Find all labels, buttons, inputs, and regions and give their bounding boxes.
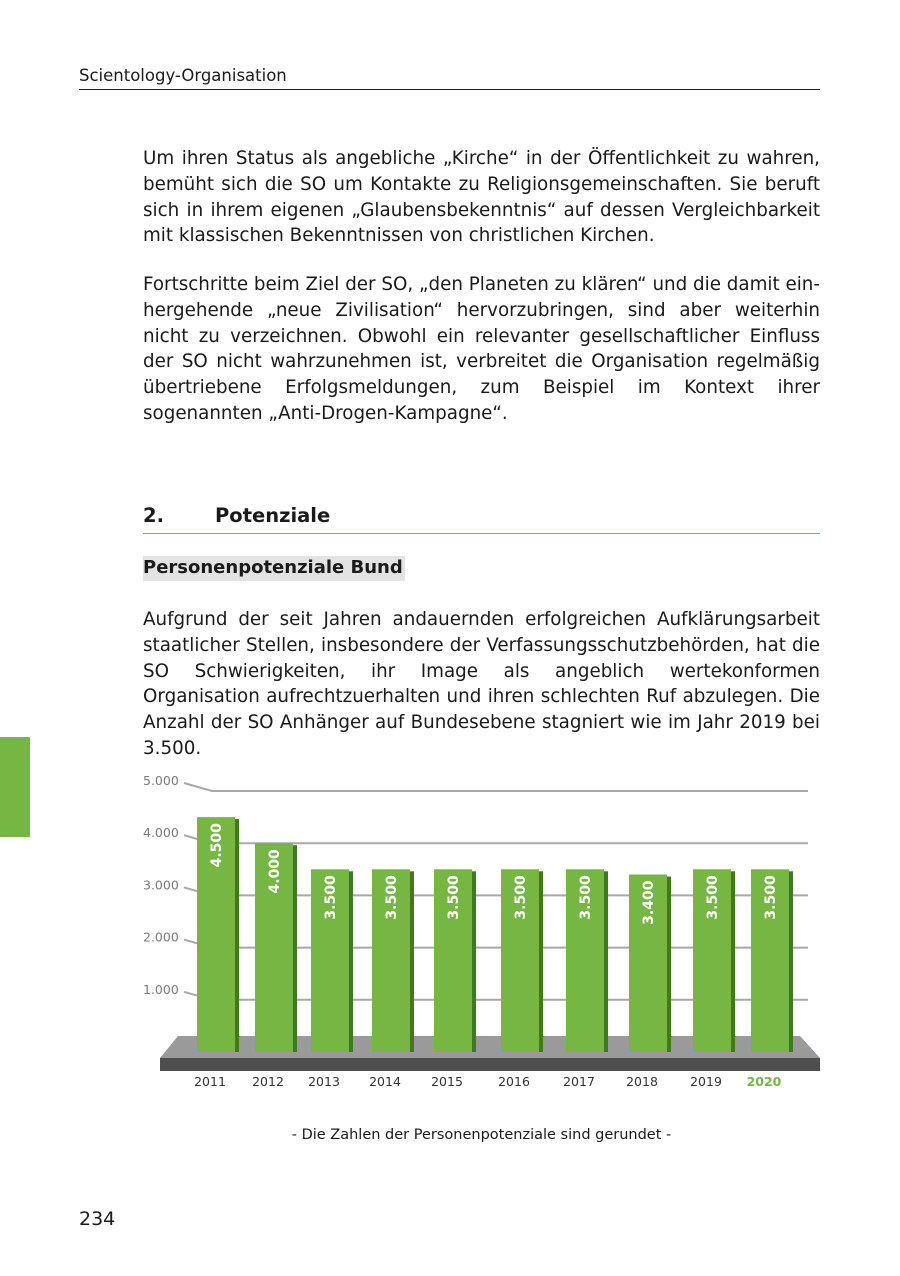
paragraph-progress: Fortschritte beim Ziel der SO, „den Planeten zu klären“ und die damit einhergehende „neue Zivilisation“ hervorzubringen, sind aber weiterhin nicht zu verzeichnen. Obwohl ein relevanter gesellschaftlicher Einfluss der SO nicht wahrzunehmen ist, verbreitet die Organisation regelmäßig übertriebene Erfolgsmeldungen, zum Beispiel im Kontext ihrer sogenannten „Anti-Drogen-Kampagne“. — [143, 274, 820, 424]
bar-value-label-2014: 3.500 — [384, 875, 400, 920]
chart-note: - Die Zahlen der Personenpotenziale sind gerundet - — [291, 1127, 672, 1143]
x-tick-label-2012: 2012 — [252, 1074, 284, 1089]
paragraph-potential: Aufgrund der seit Jahren andauernden erfolgreichen Aufklärungsarbeit staatlicher Stellen, insbesondere der Verfassungsschutzbehörden, hat die SO Schwierigkeiten, ihr Image als angeblich wertekonformen Organisation aufrechtzuerhalten und ihren schlechten Ruf abzulegen. Die Anzahl der SO Anhänger auf Bundesebene stagniert wie im Jahr 2019 bei 3.500. — [143, 609, 820, 759]
bar-side-2011 — [235, 819, 239, 1052]
bar-value-label-2012: 4.000 — [267, 849, 283, 894]
paragraph-church-status: Um ihren Status als angebliche „Kirche“ in der Öffentlichkeit zu wahren, bemüht sich die SO um Kontakte zu Religionsgemeinschaften. Sie beruft sich in ihrem eigenen „Glaubensbekenntnis“ auf dessen Vergleichbarkeit mit klassischen Bekenntnissen von christlichen Kirchen. — [143, 148, 820, 247]
y-tick-label: 5.000 — [143, 773, 179, 788]
bar-side-2019 — [731, 871, 735, 1052]
bar-value-label-2013: 3.500 — [323, 875, 339, 920]
bar-side-2013 — [349, 871, 353, 1052]
page-number: 234 — [79, 1208, 116, 1230]
subsection-heading: Personenpotenziale Bund — [143, 556, 405, 581]
bar-value-label-2011: 4.500 — [209, 823, 225, 868]
section-title: Potenziale — [215, 504, 331, 527]
x-tick-label-2016: 2016 — [498, 1074, 530, 1089]
bar-value-label-2015: 3.500 — [446, 875, 462, 920]
gridline-4000 — [184, 835, 808, 843]
bar-value-label-2019: 3.500 — [705, 875, 721, 920]
bar-value-label-2017: 3.500 — [578, 875, 594, 920]
running-header-title: Scientology-Organisation — [79, 66, 287, 85]
x-tick-label-2015: 2015 — [431, 1074, 463, 1089]
y-tick-label: 4.000 — [143, 825, 179, 841]
bar-side-2016 — [539, 871, 543, 1052]
gridline-5000 — [184, 783, 808, 791]
chart-base-front — [160, 1058, 820, 1071]
x-tick-label-2020: 2020 — [746, 1074, 782, 1089]
bar-value-label-2020: 3.500 — [763, 875, 779, 920]
y-tick-label: 1.000 — [143, 981, 179, 997]
x-tick-label-2018: 2018 — [626, 1074, 658, 1089]
bar-value-label-2018: 3.400 — [641, 880, 657, 925]
bar-side-2015 — [472, 871, 476, 1052]
bar-side-2017 — [604, 871, 608, 1052]
bar-side-2012 — [293, 845, 297, 1052]
x-tick-label-2011: 2011 — [194, 1074, 226, 1089]
bar-side-2018 — [667, 877, 671, 1052]
bar-value-label-2016: 3.500 — [513, 875, 529, 920]
x-tick-label-2013: 2013 — [308, 1074, 340, 1089]
bar-side-2020 — [789, 871, 793, 1052]
y-tick-label: 2.000 — [143, 929, 179, 945]
y-tick-label: 3.000 — [143, 877, 179, 893]
x-tick-label-2014: 2014 — [369, 1074, 401, 1089]
bar-side-2014 — [410, 871, 414, 1052]
x-tick-label-2017: 2017 — [563, 1074, 595, 1089]
x-tick-label-2019: 2019 — [690, 1074, 722, 1089]
section-number: 2. — [143, 504, 164, 527]
